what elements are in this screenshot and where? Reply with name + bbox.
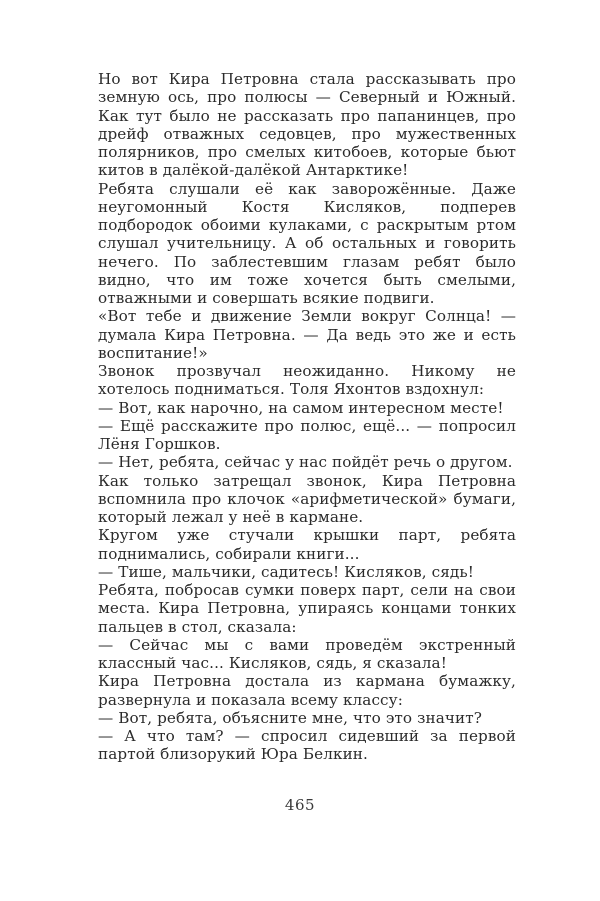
paragraph: Ребята слушали её как заворожённые. Даже неугомонный Костя Кисляков, подперев подбородок обоими кулаками, с раскрытым ртом слушал учительницу. А об остальных и говорить нечего. По заблестевшим глазам ребят было видно, что им тоже хочется быть смелыми, отважными и совершать всякие подвиги. (98, 179, 516, 307)
paragraph: — Вот, как нарочно, на самом интересном месте! (98, 398, 504, 417)
paragraph: — Сейчас мы с вами проведём экстренный классный час... Кисляков, сядь, я сказала! (98, 635, 516, 672)
paragraph: — А что там? — спросил сидевший за первой партой близорукий Юра Белкин. (98, 727, 516, 764)
paragraph: — Нет, ребята, сейчас у нас пойдёт речь о другом. (98, 453, 513, 472)
paragraph: — Тише, мальчики, садитесь! Кисляков, сядь! (98, 562, 474, 581)
paragraph: Как только затрещал звонок, Кира Петровна вспомнила про клочок «арифметической» бумаги, который лежал у неё в кармане. (98, 471, 516, 526)
paragraph: Кира Петровна достала из кармана бумажку, развернула и показала всему классу: (98, 672, 516, 709)
paragraph: Кругом уже стучали крышки парт, ребята поднимались, собирали книги... (98, 526, 516, 563)
page-number: 465 (284, 796, 316, 814)
paragraph: Ребята, побросав сумки поверх парт, сели на свои места. Кира Петровна, упираясь концами тонких пальцев в стол, сказала: (98, 581, 516, 636)
page-body (98, 70, 516, 764)
paragraph: — Ещё расскажите про полюс, ещё... — попросил Лёня Горшков. (98, 416, 516, 453)
paragraph: — Вот, ребята, объясните мне, что это значит? (98, 708, 482, 727)
paragraph: «Вот тебе и движение Земли вокруг Солнца! — думала Кира Петровна. — Да ведь это же и есть воспитание!» (98, 307, 516, 362)
paragraph: Но вот Кира Петровна стала рассказывать про земную ось, про полюсы — Северный и Южный. Как тут было не рассказать про папанинцев, про дрейф отважных седовцев, про мужественных полярников, про смелых китобоев, которые бьют китов в далёкой-далёкой Антарктике! (98, 70, 516, 180)
paragraph: Звонок прозвучал неожиданно. Никому не хотелось подниматься. Толя Яхонтов вздохнул: (98, 362, 516, 399)
text-block (98, 70, 516, 764)
